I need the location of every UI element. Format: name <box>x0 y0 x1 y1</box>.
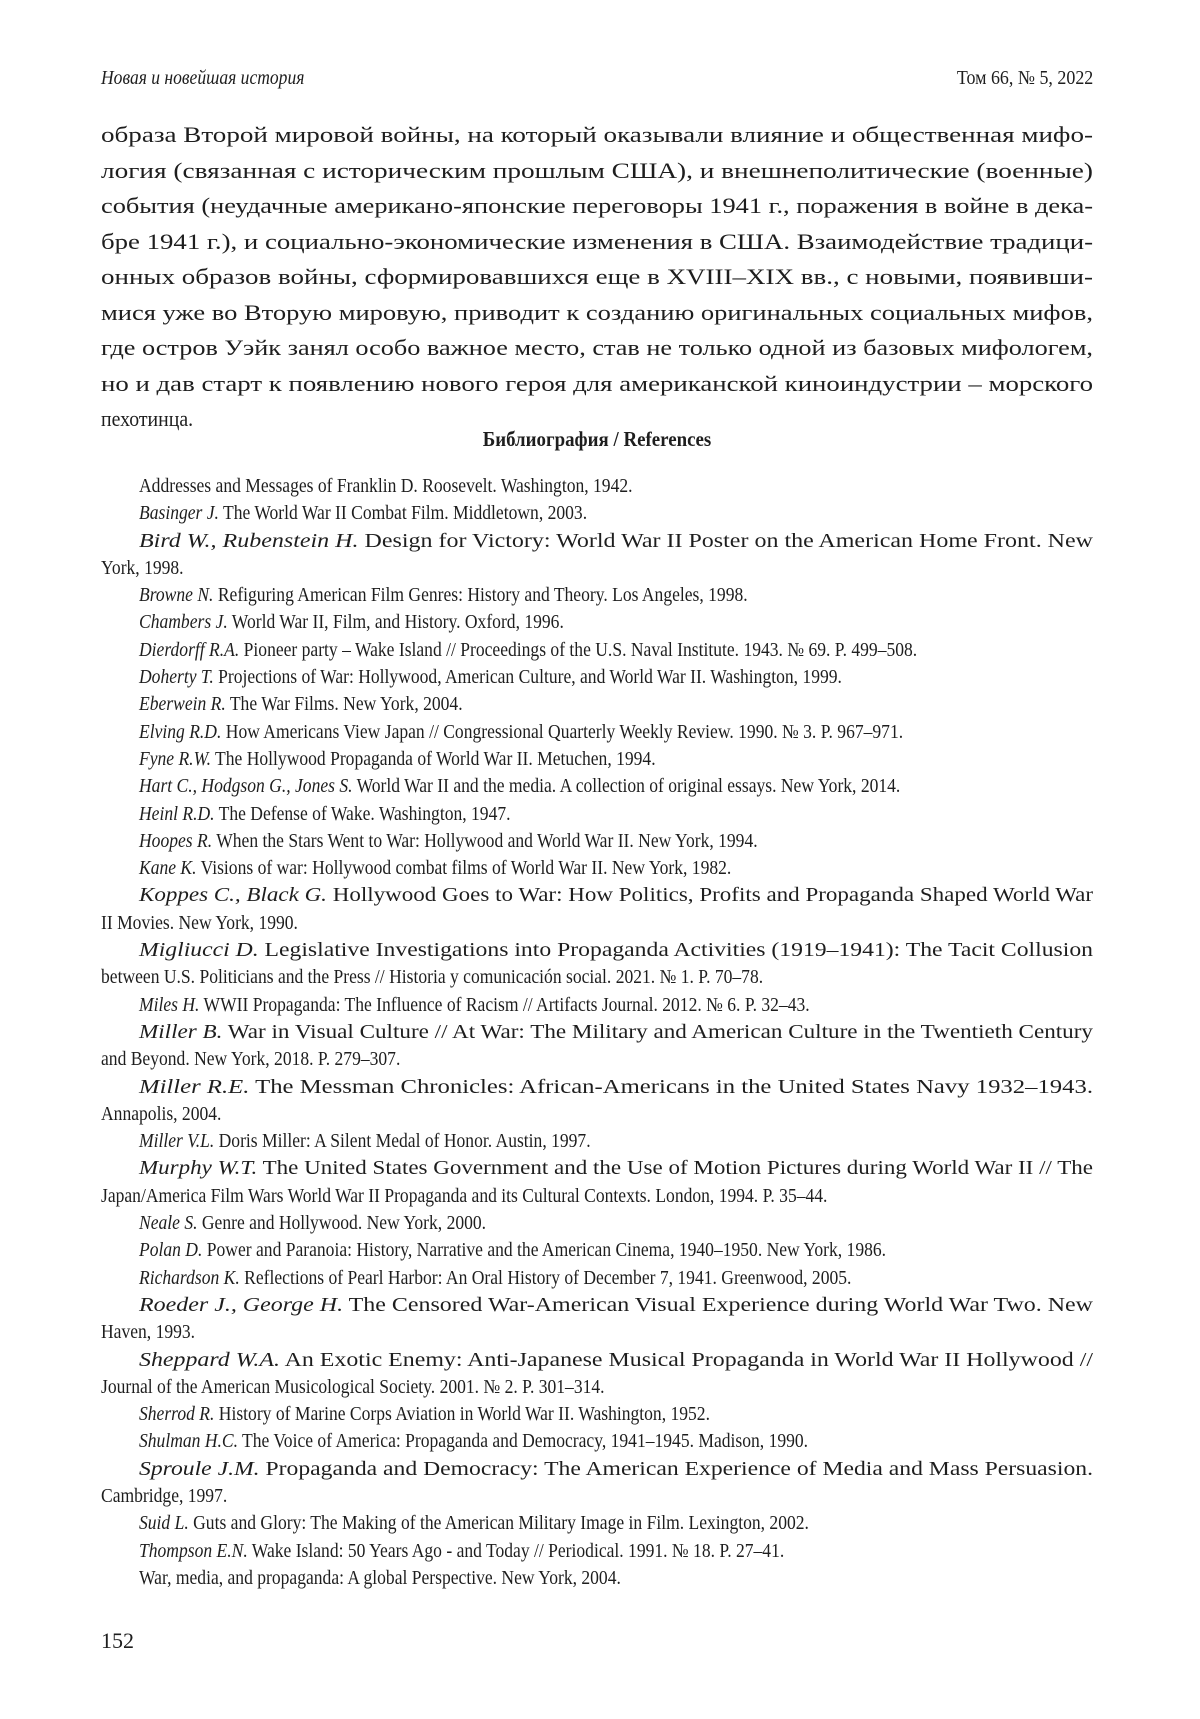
bibliography-line <box>101 746 1093 773</box>
bibliography-author: Heinl R.D. <box>139 803 215 825</box>
bibliography-entry <box>101 500 1093 527</box>
bibliography-text: Haven, 1993. <box>101 1322 196 1344</box>
body-paragraph <box>101 117 1093 437</box>
bibliography-line <box>101 937 1093 964</box>
bibliography-entry <box>101 664 1093 691</box>
body-line: образа Второй мировой войны, на который оказывали влияние и общественная мифо- <box>101 122 1093 147</box>
bibliography-entry <box>101 1237 1093 1264</box>
journal-title: Новая и новейшая история <box>101 68 305 89</box>
bibliography-text: York, 1998. <box>101 557 184 579</box>
bibliography-author: Browne N. <box>139 585 214 607</box>
bibliography-text: The Messman Chronicles: African-Americans in the United States Navy 1932–1943. <box>249 1076 1094 1098</box>
bibliography-line <box>101 773 1093 800</box>
bibliography-entry <box>101 691 1093 718</box>
bibliography-text: Visions of war: Hollywood combat films of World War II. New York, 1982. <box>196 858 732 880</box>
bibliography-entry <box>101 882 1093 937</box>
body-line: события (неудачные американо-японские переговоры 1941 г., поражения в войне в дека- <box>101 193 1093 218</box>
body-line: пехотинца. <box>101 406 194 431</box>
bibliography-line <box>101 719 1093 746</box>
bibliography-text: between U.S. Politicians and the Press // Historia y comunicación social. 2021. № 1. P. 70–78. <box>101 967 764 989</box>
bibliography-author: Sproule J.M. <box>139 1458 260 1480</box>
bibliography-line <box>101 691 1093 718</box>
bibliography-text: Wake Island: 50 Years Ago - and Today // Periodical. 1991. № 18. P. 27–41. <box>247 1540 785 1562</box>
bibliography-author: Sheppard W.A. <box>139 1349 280 1371</box>
bibliography-entry <box>101 1428 1093 1455</box>
bibliography-entry <box>101 1292 1093 1347</box>
bibliography-text: Annapolis, 2004. <box>101 1103 222 1125</box>
bibliography-entry <box>101 637 1093 664</box>
body-line: мися уже во Вторую мировую, приводит к созданию оригинальных социальных мифов, <box>101 299 1093 325</box>
bibliography-author: Polan D. <box>139 1240 203 1262</box>
body-line: бре 1941 г.), и социально-экономические изменения в США. Взаимодействие традици- <box>101 228 1093 254</box>
issue-info: Том 66, № 5, 2022 <box>956 68 1093 89</box>
page-number: 152 <box>101 1628 134 1653</box>
bibliography-entry <box>101 828 1093 855</box>
bibliography-author: Hart C., Hodgson G., Jones S. <box>139 776 353 798</box>
bibliography-text: Journal of the American Musicological Society. 2001. № 2. P. 301–314. <box>101 1376 605 1398</box>
bibliography-author: Neale S. <box>139 1213 198 1235</box>
bibliography-line <box>101 1347 1093 1374</box>
bibliography-entry <box>101 1265 1093 1292</box>
bibliography-text: Genre and Hollywood. New York, 2000. <box>197 1213 487 1235</box>
bibliography-text: Japan/America Film Wars World War II Propaganda and its Cultural Contexts. London, 1994. P. 35–44. <box>101 1185 828 1207</box>
bibliography-entry <box>101 1210 1093 1237</box>
bibliography-author: Migliucci D. <box>139 940 259 962</box>
bibliography-entry <box>101 746 1093 773</box>
bibliography-line <box>101 1565 1093 1592</box>
bibliography-line <box>101 964 1093 991</box>
bibliography-author: Thompson E.N. <box>139 1540 248 1562</box>
bibliography-line <box>101 828 1093 855</box>
bibliography-entry <box>101 1074 1093 1129</box>
bibliography-text: The United States Government and the Use of Motion Pictures during World War II // The <box>257 1158 1094 1180</box>
bibliography-author: Eberwein R. <box>139 694 226 716</box>
bibliography-text: Doris Miller: A Silent Medal of Honor. Austin, 1997. <box>214 1131 591 1153</box>
body-line: где остров Уэйк занял особо важное место, став не только одной из базовых мифологем, <box>101 335 1093 360</box>
bibliography-author: Dierdorff R.A. <box>139 639 240 661</box>
bibliography-entry <box>101 1128 1093 1155</box>
bibliography-entry <box>101 1538 1093 1565</box>
bibliography-entry <box>101 801 1093 828</box>
bibliography-author: Hoopes R. <box>139 830 213 852</box>
bibliography-author: Miller V.L. <box>139 1131 215 1153</box>
bibliography-text: WWII Propaganda: The Influence of Racism // Artifacts Journal. 2012. № 6. P. 32–43. <box>199 994 810 1016</box>
bibliography-line <box>101 1019 1093 1046</box>
bibliography-line <box>101 855 1093 882</box>
bibliography-entry <box>101 1347 1093 1402</box>
bibliography-entry <box>101 609 1093 636</box>
bibliography-line <box>101 1237 1093 1264</box>
bibliography-author: Miller R.E. <box>139 1076 250 1098</box>
bibliography-entry <box>101 773 1093 800</box>
bibliography-author: Richardson K. <box>139 1267 240 1289</box>
bibliography-author: Chambers J. <box>139 612 228 634</box>
bibliography-line <box>101 609 1093 636</box>
bibliography-author: Doherty T. <box>139 667 214 689</box>
bibliography-line <box>101 1046 1093 1073</box>
bibliography-author: Fyne R.W. <box>139 748 211 770</box>
bibliography-text: When the Stars Went to War: Hollywood and World War II. New York, 1994. <box>212 830 758 852</box>
bibliography-line <box>101 555 1093 582</box>
bibliography-text: Guts and Glory: The Making of the American Military Image in Film. Lexington, 2002. <box>188 1513 809 1535</box>
bibliography-line <box>101 1101 1093 1128</box>
bibliography-line <box>101 992 1093 1019</box>
bibliography-line <box>101 1210 1093 1237</box>
bibliography-text: World War II, Film, and History. Oxford, 1996. <box>227 612 564 634</box>
bibliography-author: Miles H. <box>139 994 200 1016</box>
bibliography-text: Legislative Investigations into Propaganda Activities (1919–1941): The Tacit Collusion <box>258 940 1093 962</box>
bibliography-entry <box>101 992 1093 1019</box>
bibliography-line <box>101 637 1093 664</box>
bibliography-text: The Voice of America: Propaganda and Democracy, 1941–1945. Madison, 1990. <box>237 1431 809 1453</box>
bibliography-line <box>101 664 1093 691</box>
bibliography-entry <box>101 1155 1093 1210</box>
bibliography-line <box>101 1456 1093 1483</box>
bibliography-line <box>101 528 1093 555</box>
body-line: но и дав старт к появлению нового героя для американской киноиндустрии – морского <box>101 370 1093 396</box>
bibliography-author: Roeder J., George H. <box>139 1294 344 1316</box>
bibliography-text: Addresses and Messages of Franklin D. Roosevelt. Washington, 1942. <box>139 476 633 497</box>
bibliography-entry <box>101 1510 1093 1537</box>
bibliography-entry <box>101 1401 1093 1428</box>
bibliography-line <box>101 1183 1093 1210</box>
bibliography-text: The Defense of Wake. Washington, 1947. <box>214 803 511 825</box>
running-header <box>101 64 1093 94</box>
bibliography-text: Design for Victory: World War II Poster on the American Home Front. New <box>358 530 1093 552</box>
bibliography-text: How Americans View Japan // Congressional Quarterly Weekly Review. 1990. № 3. P. 967–971. <box>221 721 904 743</box>
bibliography-text: War in Visual Culture // At War: The Military and American Culture in the Twentieth Century <box>222 1021 1093 1043</box>
bibliography-line <box>101 910 1093 937</box>
bibliography-text: Projections of War: Hollywood, American Culture, and World War II. Washington, 1999. <box>213 667 842 689</box>
bibliography-text: Power and Paranoia: History, Narrative and the American Cinema, 1940–1950. New York, 1986. <box>202 1240 887 1262</box>
bibliography-line <box>101 1401 1093 1428</box>
bibliography-entry <box>101 528 1093 583</box>
bibliography-text: World War II and the media. A collection of original essays. New York, 2014. <box>352 776 901 798</box>
bibliography-line <box>101 1538 1093 1565</box>
bibliography-text: Refiguring American Film Genres: History and Theory. Los Angeles, 1998. <box>213 585 748 607</box>
bibliography-line <box>101 1074 1093 1101</box>
bibliography-line <box>101 500 1093 527</box>
bibliography-author: Murphy W.T. <box>139 1158 258 1180</box>
bibliography-line <box>101 1428 1093 1455</box>
bibliography-text: and Beyond. New York, 2018. P. 279–307. <box>101 1049 401 1071</box>
bibliography-text: Cambridge, 1997. <box>101 1485 228 1507</box>
bibliography-text: The World War II Combat Film. Middletown, 2003. <box>218 503 588 525</box>
bibliography-author: Suid L. <box>139 1513 189 1535</box>
bibliography-text: The War Films. New York, 2004. <box>225 694 463 716</box>
bibliography-list <box>101 473 1093 1592</box>
bibliography-line <box>101 1374 1093 1401</box>
bibliography-line <box>101 1155 1093 1182</box>
bibliography-entry <box>101 855 1093 882</box>
bibliography-entry <box>101 582 1093 609</box>
bibliography-text: Propaganda and Democracy: The American Experience of Media and Mass Persuasion. <box>259 1458 1094 1480</box>
bibliography-author: Miller B. <box>139 1021 223 1043</box>
bibliography-text: II Movies. New York, 1990. <box>101 912 298 934</box>
bibliography-author: Basinger J. <box>139 503 219 525</box>
bibliography-entry <box>101 473 1093 500</box>
bibliography-text: An Exotic Enemy: Anti-Japanese Musical Propaganda in World War II Hollywood // <box>279 1349 1093 1371</box>
body-line: онных образов войны, сформировавшихся еще в XVIII–XIX вв., с новыми, появивши- <box>101 264 1093 289</box>
bibliography-author: Kane K. <box>139 858 197 880</box>
bibliography-line <box>101 473 1093 500</box>
bibliography-text: Reflections of Pearl Harbor: An Oral History of December 7, 1941. Greenwood, 2005. <box>239 1267 852 1289</box>
bibliography-line <box>101 1292 1093 1319</box>
bibliography-text: War, media, and propaganda: A global Perspective. New York, 2004. <box>139 1567 621 1589</box>
bibliography-author: Koppes C., Black G. <box>139 885 327 907</box>
bibliography-heading: Библиография / References <box>482 427 712 451</box>
bibliography-entry <box>101 1456 1093 1511</box>
bibliography-line <box>101 582 1093 609</box>
bibliography-line <box>101 1319 1093 1346</box>
bibliography-text: Pioneer party – Wake Island // Proceedings of the U.S. Naval Institute. 1943. № 69. P. 499–508. <box>239 639 918 661</box>
bibliography-line <box>101 1128 1093 1155</box>
bibliography-entry <box>101 1565 1093 1592</box>
bibliography-line <box>101 1483 1093 1510</box>
bibliography-line <box>101 1265 1093 1292</box>
bibliography-entry <box>101 937 1093 992</box>
bibliography-author: Sherrod R. <box>139 1404 215 1426</box>
bibliography-author: Bird W., Rubenstein H. <box>139 530 359 552</box>
bibliography-text: History of Marine Corps Aviation in World War II. Washington, 1952. <box>214 1404 710 1426</box>
bibliography-entry <box>101 719 1093 746</box>
bibliography-entry <box>101 1019 1093 1074</box>
body-line: логия (связанная с историческим прошлым США), и внешнеполитические (военные) <box>101 157 1093 183</box>
bibliography-line <box>101 882 1093 909</box>
bibliography-line <box>101 801 1093 828</box>
bibliography-author: Elving R.D. <box>139 721 222 743</box>
bibliography-text: The Censored War-American Visual Experience during World War Two. New <box>343 1294 1093 1316</box>
bibliography-author: Shulman H.C. <box>139 1431 238 1453</box>
bibliography-line <box>101 1510 1093 1537</box>
bibliography-text: Hollywood Goes to War: How Politics, Profits and Propaganda Shaped World War <box>326 885 1093 907</box>
bibliography-text: The Hollywood Propaganda of World War II. Metuchen, 1994. <box>210 748 656 770</box>
